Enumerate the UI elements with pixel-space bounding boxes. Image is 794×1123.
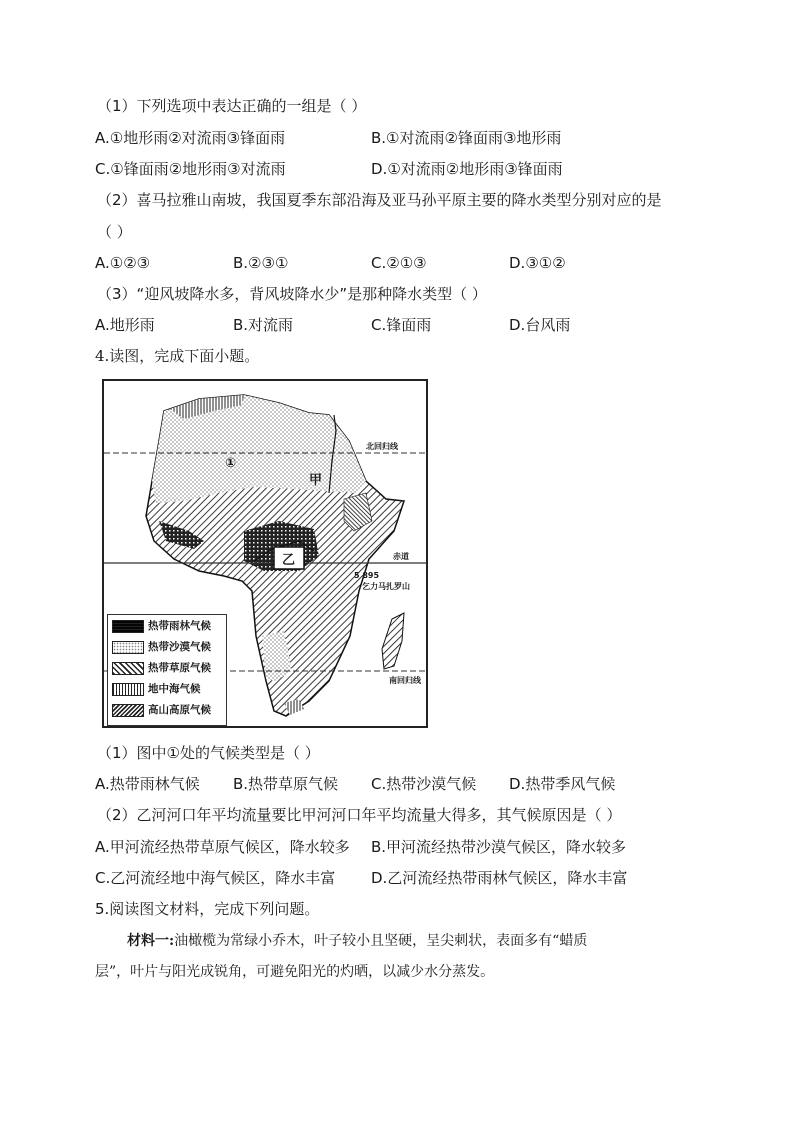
q3-sub1-option-d: D.①对流雨②地形雨③锋面雨 <box>371 160 563 178</box>
mark-yi: 乙 <box>282 553 296 568</box>
q3-sub3-option-b: B.对流雨 <box>233 316 294 334</box>
q3-sub3-stem: （3）“迎风坡降水多，背风坡降水少”是那种降水类型（ ） <box>97 285 487 303</box>
label-tropic-north: 北回归线 <box>366 442 398 451</box>
legend-item-savanna <box>112 660 224 676</box>
q3-sub2-option-b: B.②③① <box>233 254 289 272</box>
q3-sub1-stem: （1）下列选项中表达正确的一组是（ ） <box>97 97 367 115</box>
legend-swatch-diag <box>112 662 144 675</box>
q3-sub2-option-c: C.②①③ <box>371 254 427 272</box>
q4-sub1-option-d: D.热带季风气候 <box>509 775 616 793</box>
legend-item-rainforest <box>112 618 224 634</box>
q4-sub2-option-c: C.乙河流经地中海气候区，降水丰富 <box>95 869 336 887</box>
legend-label: 热带沙漠气候 <box>148 641 211 653</box>
legend-label: 高山高原气候 <box>148 704 211 716</box>
legend-label: 热带雨林气候 <box>148 620 211 632</box>
q4-sub1-option-b: B.热带草原气候 <box>233 775 339 793</box>
q4-sub2-stem: （2）乙河河口年平均流量要比甲河河口年平均流量大得多，其气候原因是（ ） <box>97 806 622 824</box>
legend-item-highland <box>112 702 224 718</box>
q5-intro: 5.阅读图文材料，完成下列问题。 <box>95 900 320 918</box>
q5-material1-title: 材料一: <box>127 933 175 949</box>
q4-sub2-option-b: B.甲河流经热带沙漠气候区，降水较多 <box>371 838 627 856</box>
label-peak-name: 乞力马扎罗山 <box>362 582 410 591</box>
legend-swatch-diag-dense <box>112 704 144 717</box>
q3-sub1-option-a: A.①地形雨②对流雨③锋面雨 <box>95 129 286 147</box>
q3-sub3-option-c: C.锋面雨 <box>371 316 432 334</box>
map-legend <box>107 614 227 726</box>
q3-sub3-option-d: D.台风雨 <box>509 316 571 334</box>
q5-material1-text1: 油橄榄为常绿小乔木，叶子较小且坚硬，呈尖刺状，表面多有“蜡质 <box>174 933 588 949</box>
legend-swatch-dots <box>112 641 144 654</box>
q4-sub1-option-a: A.热带雨林气候 <box>95 775 200 793</box>
q3-sub2-option-d: D.③①② <box>509 254 566 272</box>
q4-intro: 4.读图，完成下面小题。 <box>95 347 260 365</box>
q4-sub1-option-c: C.热带沙漠气候 <box>371 775 477 793</box>
q3-sub1-option-c: C.①锋面雨②地形雨③对流雨 <box>95 160 286 178</box>
legend-label: 热带草原气候 <box>148 662 211 674</box>
label-equator: 赤道 <box>393 552 409 561</box>
q3-sub2-option-a: A.①②③ <box>95 254 151 272</box>
legend-swatch-grid <box>112 620 144 633</box>
q5-material1-line1 <box>127 931 587 951</box>
q4-sub1-stem: （1）图中①处的气候类型是（ ） <box>97 744 320 762</box>
q3-sub1-option-b: B.①对流雨②锋面雨③地形雨 <box>371 129 562 147</box>
q4-sub2-option-d: D.乙河流经热带雨林气候区，降水丰富 <box>371 869 628 887</box>
label-peak-height: 5 895 <box>354 571 380 580</box>
legend-item-desert <box>112 639 224 655</box>
madagascar <box>382 613 404 669</box>
q3-sub2-stem-cont: （ ） <box>97 223 132 241</box>
q3-sub3-option-a: A.地形雨 <box>95 316 155 334</box>
q3-sub2-stem: （2）喜马拉雅山南坡，我国夏季东部沿海及亚马孙平原主要的降水类型分别对应的是 <box>97 191 662 209</box>
legend-label: 地中海气候 <box>148 683 201 695</box>
q5-material1-line2: 层”，叶片与阳光成锐角，可避免阳光的灼晒，以减少水分蒸发。 <box>95 964 495 980</box>
africa-climate-map <box>102 379 428 728</box>
legend-item-mediterranean <box>112 681 224 697</box>
legend-swatch-vert <box>112 683 144 696</box>
mark-jia: 甲 <box>309 473 323 488</box>
q4-sub2-option-a: A.甲河流经热带草原气候区，降水较多 <box>95 838 350 856</box>
label-tropic-south: 南回归线 <box>389 676 421 685</box>
mark-1: ① <box>225 456 237 471</box>
